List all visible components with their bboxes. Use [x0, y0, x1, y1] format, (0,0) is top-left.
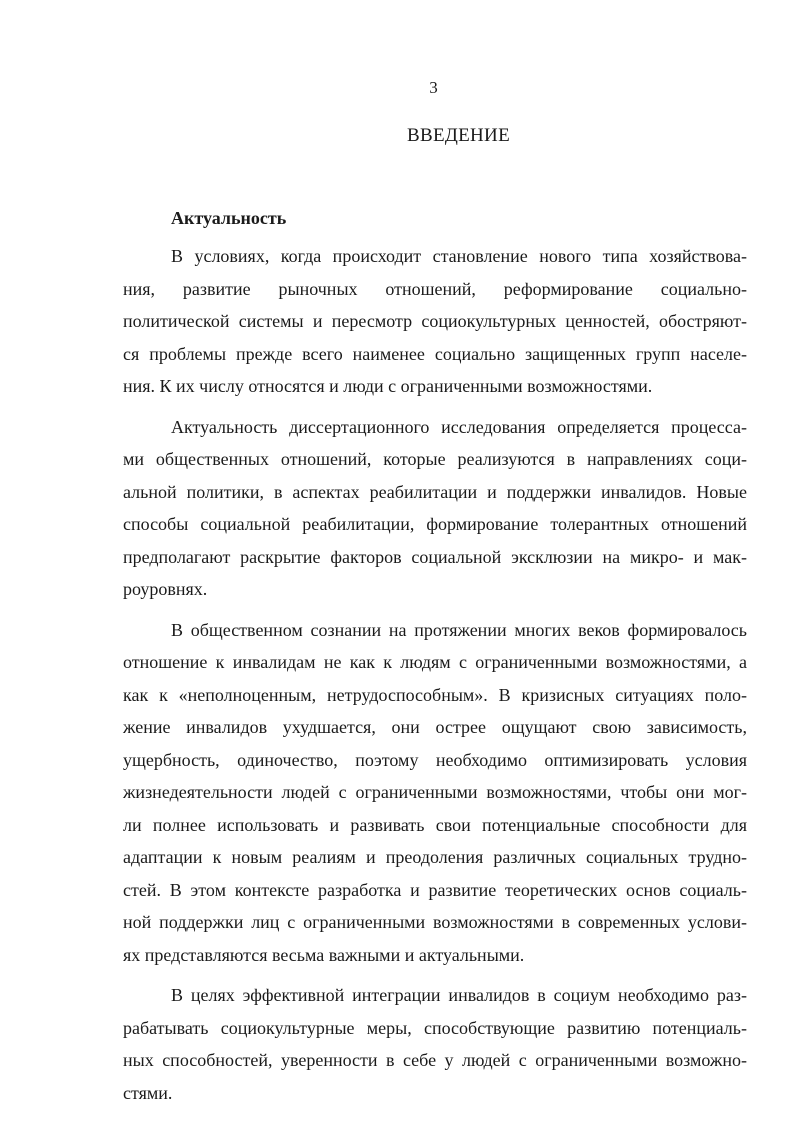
text-line: как к «неполноценным, нетрудоспособным». В кризисных ситуациях поло-: [123, 684, 747, 705]
text-line: Актуальность диссертационного исследования определяется процесса-: [171, 416, 747, 437]
text-line: способы социальной реабилитации, формирование толерантных отношений: [123, 514, 747, 534]
text-line: В условиях, когда происходит становление нового типа хозяйствова-: [171, 246, 747, 266]
text-line: стей. В этом контексте разработка и развитие теоретических основ социаль-: [123, 879, 747, 900]
text-line: ной поддержки лиц с ограниченными возможностями в современных услови-: [123, 912, 747, 932]
text-line: отношение к инвалидам не как к людям с ограниченными возможностями, а: [123, 652, 747, 672]
text-line: ми общественных отношений, которые реализуются в направлениях соци-: [123, 449, 747, 469]
paragraph-1: [123, 240, 747, 403]
text-line: ния, развитие рыночных отношений, реформирование социально-: [123, 278, 747, 299]
paragraph-3: [123, 614, 747, 972]
text-line: ния. К их числу относятся и люди с ограниченными возможностями.: [123, 376, 653, 396]
text-line: жение инвалидов ухудшается, они острее ощущают свою зависимость,: [123, 717, 747, 737]
text-line: ях представляются весьма важными и актуальными.: [123, 944, 525, 965]
page-number: 3: [429, 78, 438, 97]
text-line: ущербность, одиночество, поэтому необходимо оптимизировать условия: [123, 749, 747, 770]
paragraph-4: [123, 979, 747, 1109]
text-line: ли полнее использовать и развивать свои потенциальные способности для: [123, 814, 747, 835]
text-line: ся проблемы прежде всего наименее социально защищенных групп населе-: [123, 343, 747, 364]
section-heading: Актуальность: [171, 208, 287, 228]
text-line: рабатывать социокультурные меры, способствующие развитию потенциаль-: [123, 1017, 747, 1038]
text-line: политической системы и пересмотр социокультурных ценностей, обостряют-: [123, 311, 747, 331]
text-line: В общественном сознании на протяжении многих веков формировалось: [171, 619, 747, 640]
text-line: предполагают раскрытие факторов социальной эксклюзии на микро- и мак-: [123, 546, 747, 567]
text-line: адаптации к новым реалиям и преодоления различных социальных трудно-: [123, 847, 747, 867]
page-title: ВВЕДЕНИЕ: [407, 125, 510, 146]
text-line: альной политики, в аспектах реабилитации и поддержки инвалидов. Новые: [123, 481, 747, 502]
paragraph-2: [123, 411, 747, 606]
body-text: [123, 240, 747, 1117]
text-line: роуровнях.: [123, 579, 208, 599]
text-line: жизнедеятельности людей с ограниченными возможностями, чтобы они мог-: [123, 782, 747, 802]
text-line: стями.: [123, 1082, 173, 1103]
text-line: В целях эффективной интеграции инвалидов в социум необходимо раз-: [171, 985, 747, 1005]
text-line: ных способностей, уверенности в себе у людей с ограниченными возможно-: [123, 1050, 747, 1070]
